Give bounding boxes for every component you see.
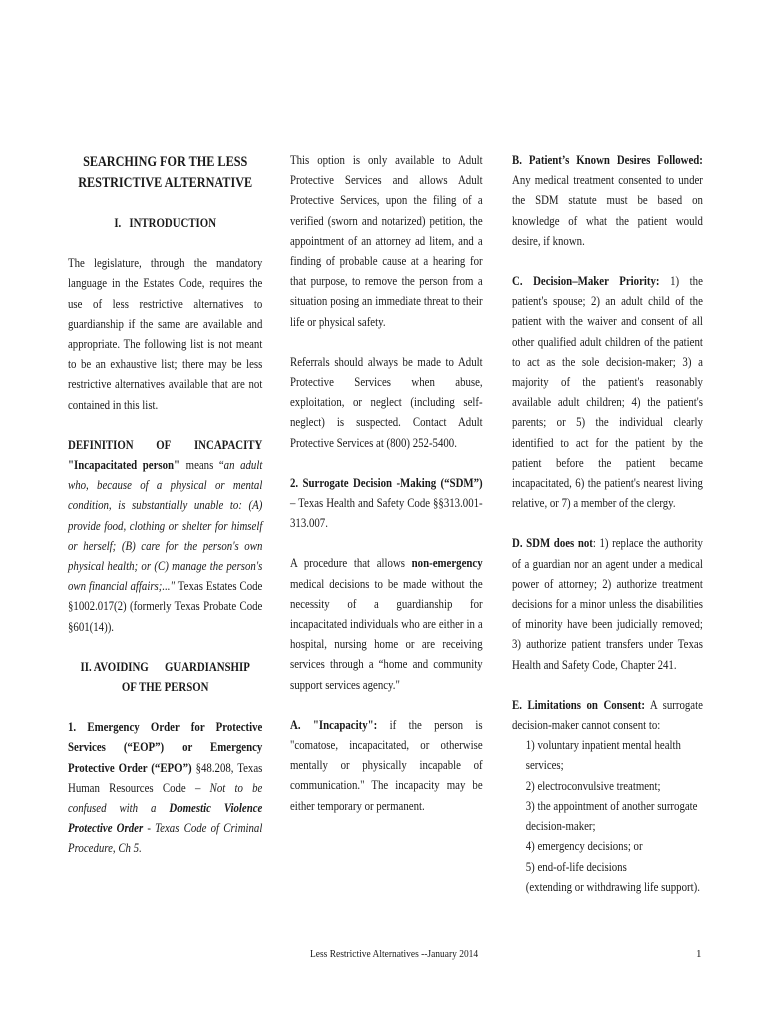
definition-means: means “ <box>180 458 224 473</box>
list-item: 3) the appointment of another surrogate decision-maker; <box>525 798 698 834</box>
sdm-does-not-heading: D. SDM does not <box>512 536 593 551</box>
incapacity-heading: A. "Incapacity": <box>290 717 378 732</box>
emergency-order-paragraph <box>68 717 262 858</box>
referrals-paragraph: Referrals should always be made to Adult Protective Services when abuse, exploitation, or neglect (including self-neglect) is suspected. Contact Adult Protective Services at (800) 252-5400. <box>290 354 483 450</box>
column-left <box>68 150 262 859</box>
eop-description-paragraph: This option is only available to Adult Protective Services and allows Adult Protective Services, upon the filing of a verified (sworn and notarized) petition, the appointment of an attorney ad litem, and a finding of probable cause at a hearing for that purpose, to remove the person from a situation posing an immediate threat to their life or physical safety. <box>290 153 483 329</box>
avoiding-heading-line-2: OF THE PERSON <box>121 680 209 695</box>
emergency-order-note-emphasis: Domestic Violence Protective Order <box>68 801 263 836</box>
sdm-procedure-text-start: A procedure that allows <box>290 556 412 571</box>
emergency-order-note-end: - Texas Code of Criminal Procedure, Ch 5. <box>68 821 263 856</box>
limitations-heading: E. Limitations on Consent: <box>512 697 645 712</box>
list-item: (extending or withdrawing life support). <box>525 879 700 894</box>
known-desires-heading: B. Patient’s Known Desires Followed: <box>512 153 703 167</box>
incapacity-text: if the person is "comatose, incapacitated, or otherwise mentally or physically incapable of communication." The incapacity may be either temporary or permanent. <box>290 717 483 813</box>
sdm-procedure-paragraph <box>290 553 483 694</box>
list-item: 5) end-of-life decisions <box>525 859 627 874</box>
page-number: 1 <box>696 948 702 960</box>
known-desires-text: Any medical treatment consented to under the SDM statute must be based on knowledge of what the patient would desire, if known. <box>512 173 703 248</box>
list-item: 1) voluntary inpatient mental health services; <box>525 738 681 773</box>
sdm-heading-paragraph <box>290 473 483 534</box>
section-heading-avoiding-guardianship <box>68 657 262 697</box>
document-title <box>68 152 262 193</box>
title-line-1: SEARCHING FOR THE LESS <box>83 154 248 170</box>
sdm-does-not-text: : 1) replace the authority of a guardian nor an agent under a medical power of attorney; 2) authorize treatment decisions for a minor unless the disabilities of minority have been judicially removed; 3) authorize patient transfers under Texas Health and Safety Code, Chapter 241. <box>512 536 703 672</box>
list-item: 2) electroconvulsive treatment; <box>525 778 661 793</box>
sdm-procedure-text-end: medical decisions to be made without the necessity of a guardianship for incapacitated individuals who are either in a hospital, nursing home or are receiving services through a “home and community support services agency." <box>290 576 483 692</box>
emergency-order-citation: §48.208, Texas Human Resources Code – <box>68 760 263 795</box>
sdm-heading: 2. Surrogate Decision -Making (“SDM”) <box>290 475 483 490</box>
limitations-paragraph <box>512 695 703 735</box>
incapacity-paragraph <box>290 715 483 816</box>
definition-heading-word-3: INCAPACITY <box>193 437 263 452</box>
sdm-procedure-emphasis: non-emergency <box>411 556 483 571</box>
emergency-order-heading: 1. Emergency Order for Protective Services (“EOP”) or Emergency Protective Order (“EPO”) <box>68 720 263 775</box>
definition-heading <box>68 435 262 455</box>
introduction-paragraph: The legislature, through the mandatory language in the Estates Code, requires the use of less restrictive alternatives to guardianship if the same are available and appropriate. The following list is not meant to be an exhaustive list; there may be less restrictive alternatives available that are not contained in this list. <box>68 256 263 412</box>
column-right <box>512 150 703 897</box>
definition-heading-word-1: DEFINITION <box>68 437 134 452</box>
limitations-list <box>512 735 703 897</box>
limitations-text: A surrogate decision-maker cannot consent to: <box>512 697 703 733</box>
definition-term: "Incapacitated person" <box>68 458 181 473</box>
section-heading-introduction: I. INTRODUCTION <box>114 216 217 230</box>
definition-paragraph <box>68 455 262 637</box>
decision-maker-priority-heading: C. Decision–Maker Priority: <box>512 274 660 289</box>
title-line-2: RESTRICTIVE ALTERNATIVE <box>78 174 253 191</box>
column-middle <box>290 150 483 816</box>
emergency-order-note: Not to be confused with a <box>68 780 263 816</box>
definition-quote: an adult who, because of a physical or mental condition, is substantially unable to: (A) provide food, clothing or shelter for himself or herself; (B) care for the person's own physical health; or (C) manage the person's own financial affairs;..." <box>68 458 263 594</box>
footer-text: Less Restrictive Alternatives --January 2014 <box>310 948 479 960</box>
definition-citation: Texas Estates Code §1002.017(2) (formerly Texas Probate Code §601(14)). <box>68 579 263 634</box>
definition-heading-word-2: OF <box>156 437 172 452</box>
sdm-citation: – Texas Health and Safety Code §§313.001-313.007. <box>290 496 483 531</box>
avoiding-heading-line-1: II. AVOIDING GUARDIANSHIP <box>80 659 250 674</box>
list-item: 4) emergency decisions; or <box>525 839 643 854</box>
decision-maker-priority-text: 1) the patient's spouse; 2) an adult child of the patient with the waiver and consent of all other qualified adult children of the patient to act as the sole decision-maker; 3) a majority of the patient's reasonably available adult children; 4) the patient's parents; or 5) the individual clearly identified to act for the patient by the patient before the patient became incapacitated, 6) the patient's nearest living relative, or 7) a member of the clergy. <box>512 274 703 511</box>
known-desires-paragraph <box>512 150 703 251</box>
sdm-does-not-paragraph <box>512 533 703 674</box>
decision-maker-priority-paragraph <box>512 271 703 513</box>
